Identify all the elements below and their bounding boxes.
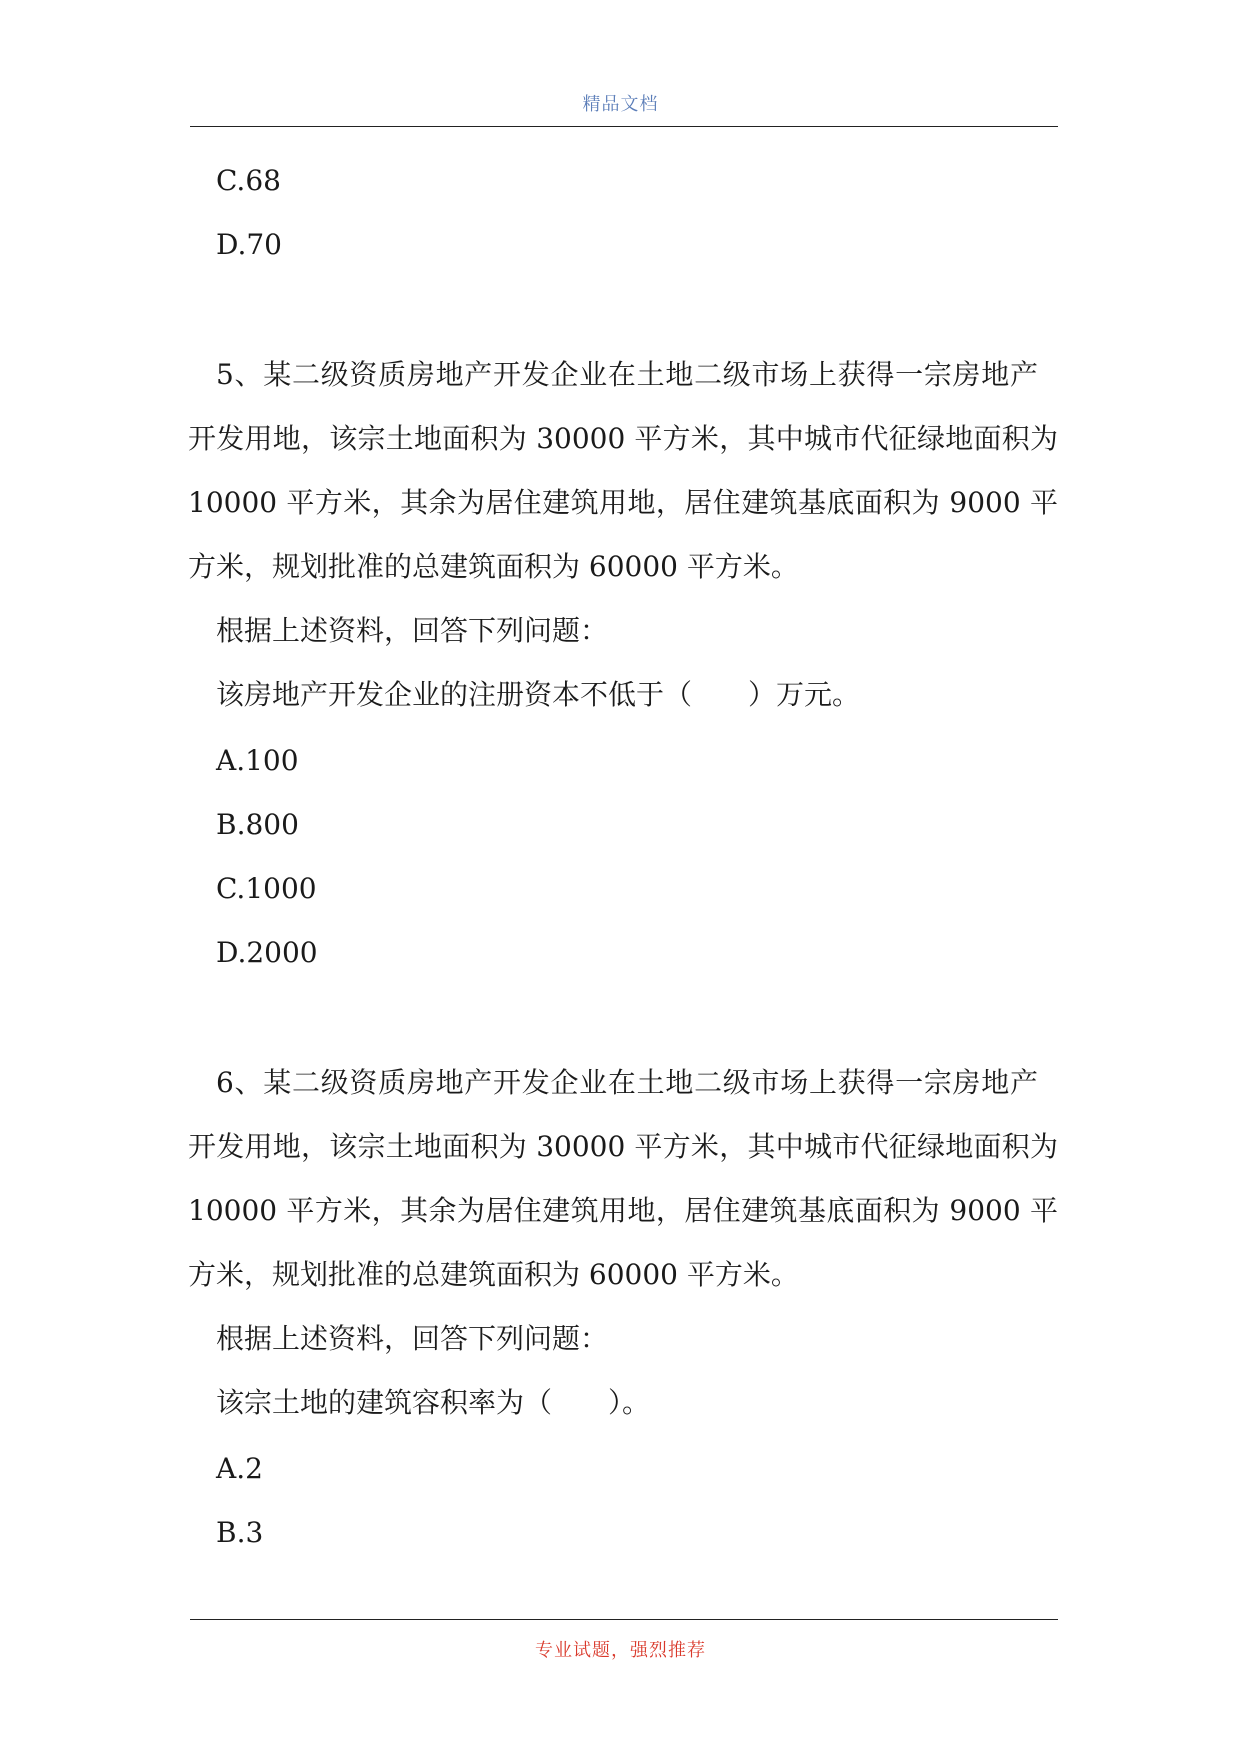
question-6-stem: 该宗土地的建筑容积率为（ ）。 (216, 1386, 651, 1419)
question-6-line-3: 10000 平方米，其余为居住建筑用地，居住建筑基底面积为 9000 平 (188, 1194, 1058, 1227)
question-6-line-4: 方米，规划批准的总建筑面积为 60000 平方米。 (188, 1258, 799, 1291)
question-6-instruction: 根据上述资料，回答下列问题： (216, 1322, 609, 1355)
question-5-line-1: 5、某二级资质房地产开发企业在土地二级市场上获得一宗房地产 (216, 358, 1038, 391)
question-5-line-4: 方米，规划批准的总建筑面积为 60000 平方米。 (188, 550, 799, 583)
option-d-prev: D.70 (216, 228, 282, 261)
question-5-stem: 该房地产开发企业的注册资本不低于（ ）万元。 (216, 678, 861, 711)
question-6-option-a: A.2 (216, 1452, 263, 1485)
question-5-option-c: C.1000 (216, 872, 317, 905)
question-5-instruction: 根据上述资料，回答下列问题： (216, 614, 609, 647)
header-divider (190, 126, 1058, 127)
question-5-option-b: B.800 (216, 808, 299, 841)
question-6-line-2: 开发用地，该宗土地面积为 30000 平方米，其中城市代征绿地面积为 (188, 1130, 1058, 1163)
page-footer-text: 专业试题，强烈推荐 (535, 1640, 706, 1661)
question-6-option-b: B.3 (216, 1516, 264, 1549)
question-5-option-a: A.100 (216, 744, 299, 777)
footer-divider (190, 1619, 1058, 1620)
question-6-line-1: 6、某二级资质房地产开发企业在土地二级市场上获得一宗房地产 (216, 1066, 1038, 1099)
question-5-line-3: 10000 平方米，其余为居住建筑用地，居住建筑基底面积为 9000 平 (188, 486, 1058, 519)
page-header-title: 精品文档 (582, 94, 659, 115)
option-c-prev: C.68 (216, 164, 281, 197)
question-5-line-2: 开发用地，该宗土地面积为 30000 平方米，其中城市代征绿地面积为 (188, 422, 1058, 455)
question-5-option-d: D.2000 (216, 936, 318, 969)
